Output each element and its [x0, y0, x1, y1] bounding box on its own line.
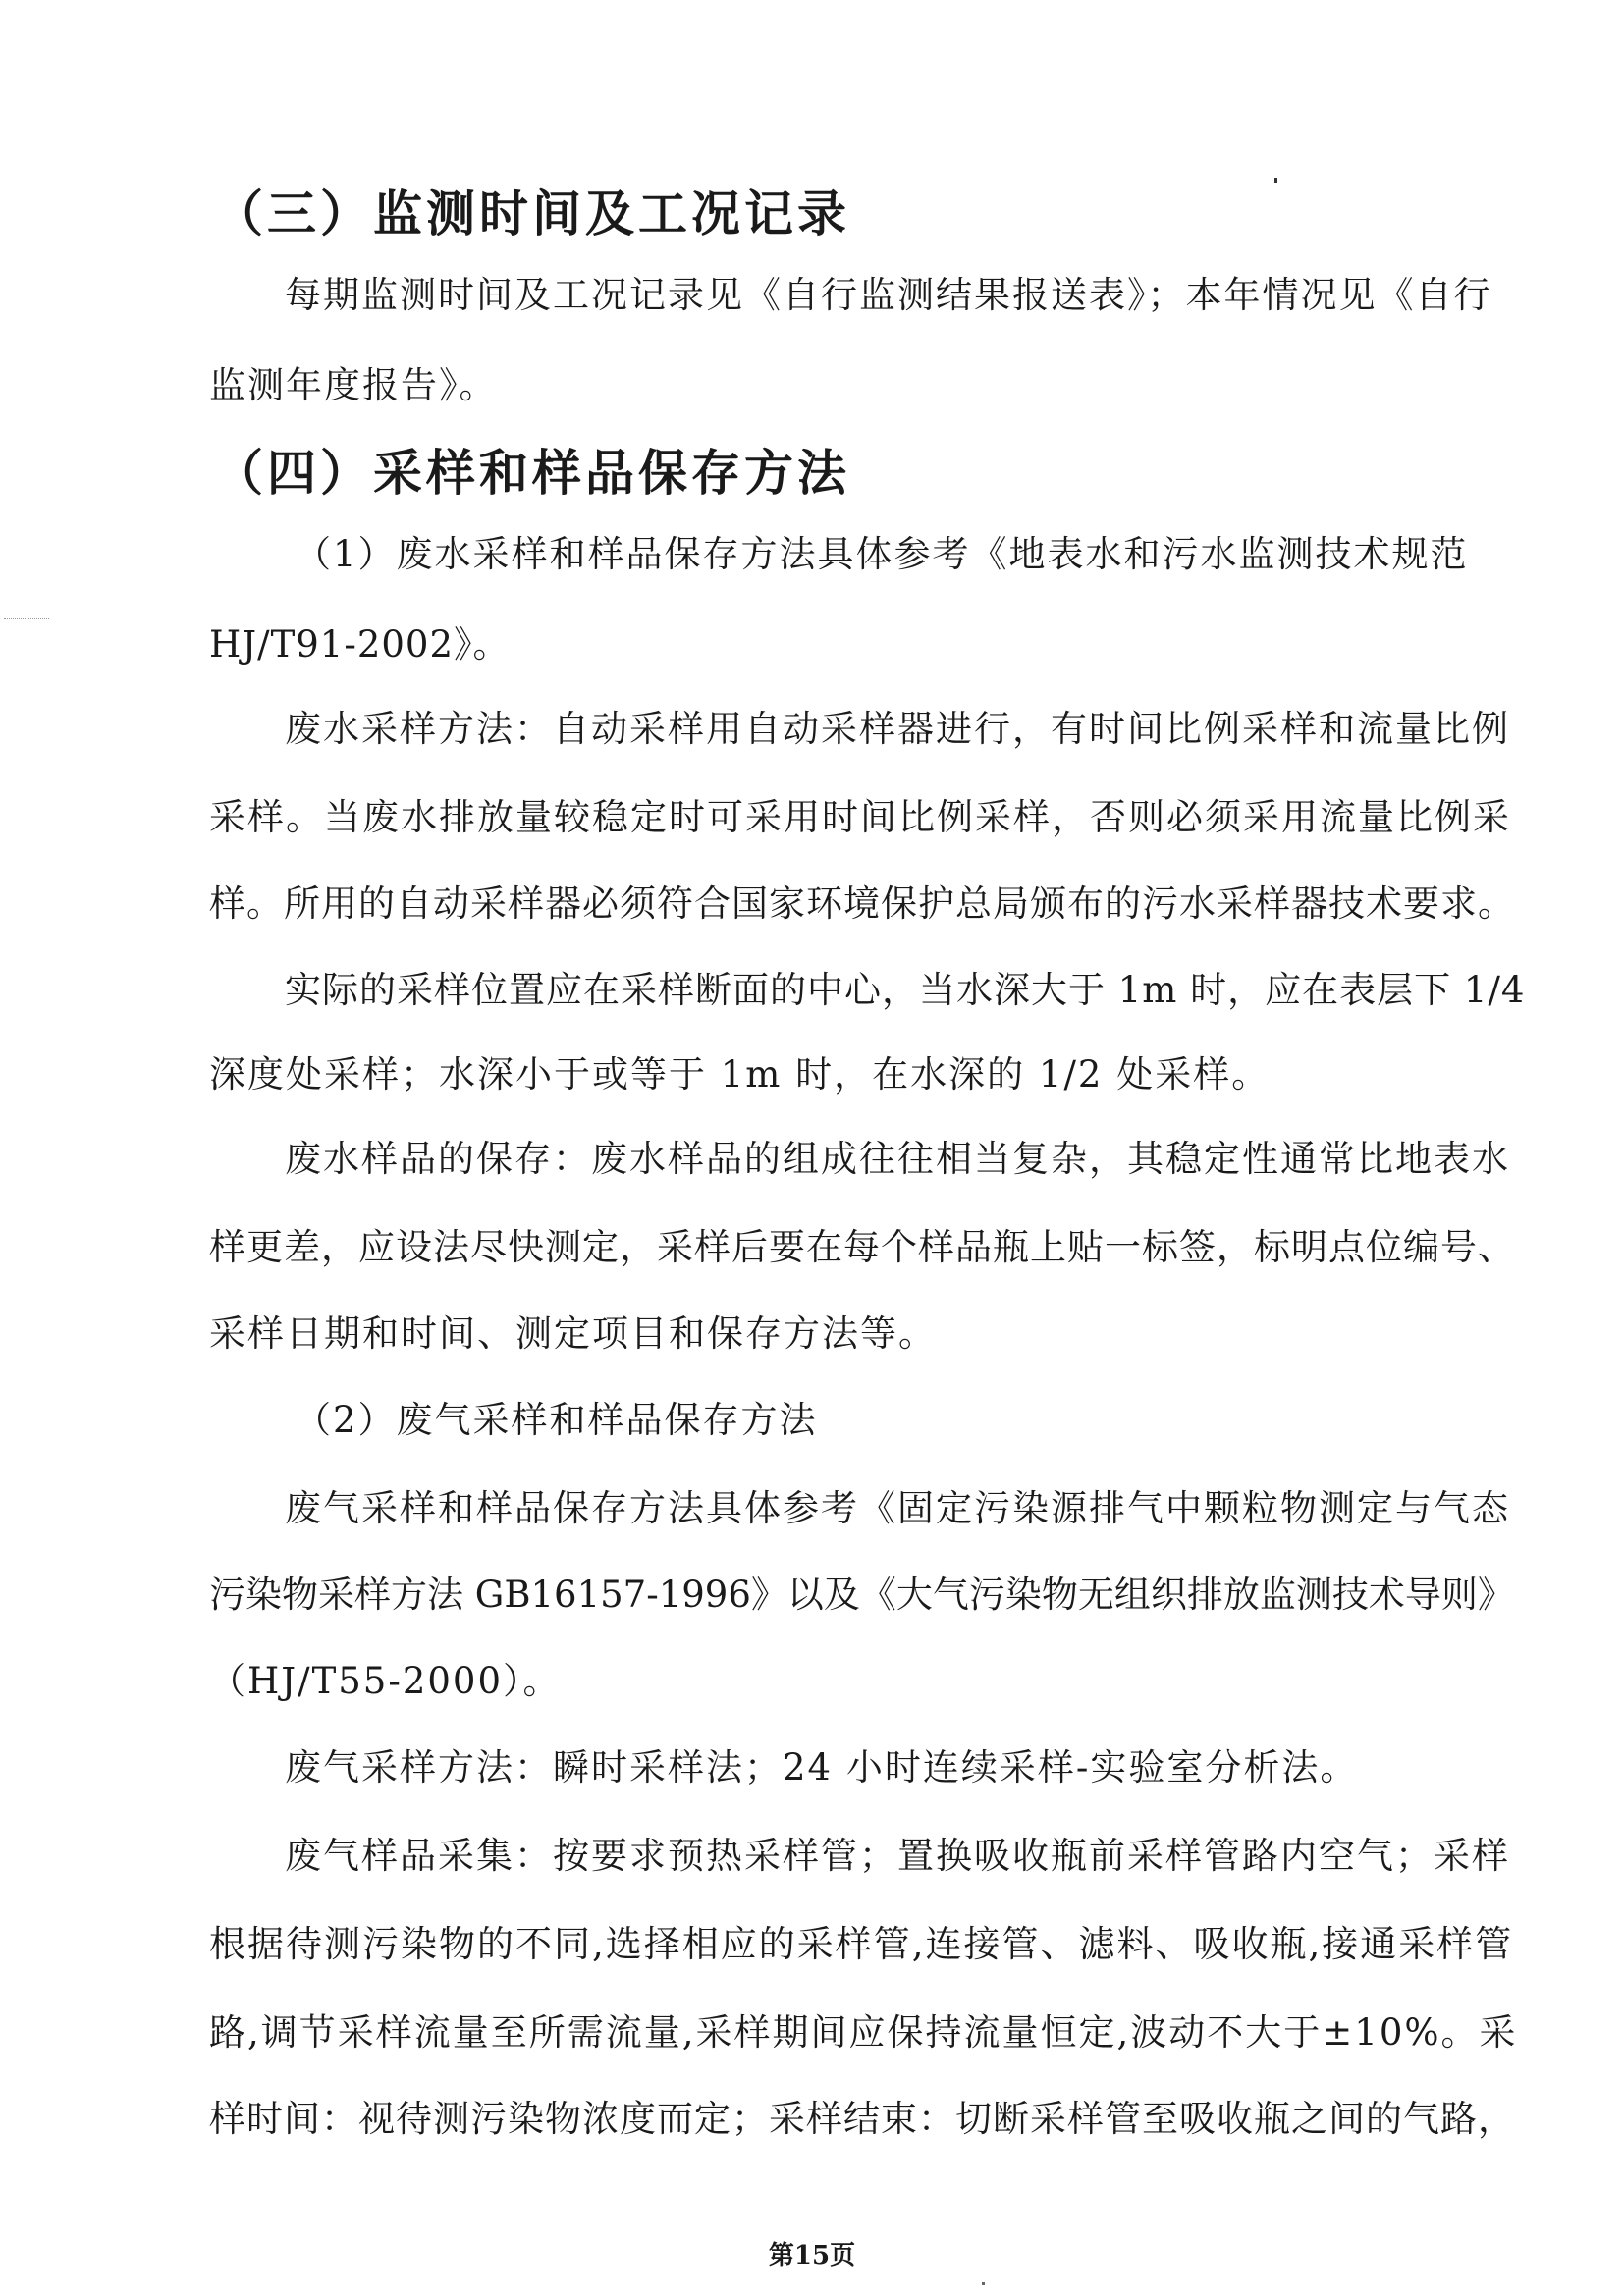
- scan-speck: [982, 2282, 985, 2285]
- section-heading-sampling-storage: （四）采样和样品保存方法: [214, 445, 850, 502]
- paragraph-line: 废气采样和样品保存方法具体参考《固定污染源排气中颗粒物测定与气态: [285, 1487, 1510, 1529]
- paragraph-line: 样更差，应设法尽快测定，采样后要在每个样品瓶上贴一标签，标明点位编号、: [209, 1226, 1515, 1268]
- paragraph-line: 实际的采样位置应在采样断面的中心，当水深大于 1m 时，应在表层下 1/4: [285, 969, 1526, 1011]
- paragraph-line: 每期监测时间及工况记录见《自行监测结果报送表》；本年情况见《自行: [285, 274, 1492, 316]
- subsection-heading-exhaust-gas: （2）废气采样和样品保存方法: [295, 1399, 818, 1441]
- paragraph-line: 采样。当废水排放量较稳定时可采用时间比例采样，否则必须采用流量比例采: [209, 796, 1511, 838]
- paragraph-line: HJ/T91-2002》。: [209, 623, 511, 666]
- paragraph-line: 废水采样方法：自动采样用自动采样器进行，有时间比例采样和流量比例: [285, 708, 1510, 750]
- subsection-heading-wastewater: （1）废水采样和样品保存方法具体参考《地表水和污水监测技术规范: [295, 533, 1469, 575]
- scan-speck: [1274, 178, 1277, 183]
- paragraph-line: 根据待测污染物的不同,选择相应的采样管,连接管、滤料、吸收瓶,接通采样管: [209, 1923, 1514, 1965]
- paragraph-line: 深度处采样；水深小于或等于 1m 时，在水深的 1/2 处采样。: [209, 1053, 1271, 1095]
- paragraph-line: 采样日期和时间、测定项目和保存方法等。: [209, 1312, 937, 1355]
- paragraph-line: 样。所用的自动采样器必须符合国家环境保护总局颁布的污水采样器技术要求。: [209, 882, 1515, 925]
- paragraph-line: 废气采样方法：瞬时采样法；24 小时连续采样-实验室分析法。: [285, 1746, 1359, 1789]
- paragraph-line: （HJ/T55-2000）。: [209, 1660, 562, 1702]
- paragraph-line: 废水样品的保存：废水样品的组成往往相当复杂，其稳定性通常比地表水: [285, 1138, 1510, 1180]
- page-number: 第15页: [768, 2241, 856, 2270]
- paragraph-line: 监测年度报告》。: [209, 364, 498, 406]
- paragraph-line: 路,调节采样流量至所需流量,采样期间应保持流量恒定,波动不大于±10%。采: [209, 2011, 1518, 2054]
- paragraph-line: 样时间：视待测污染物浓度而定；采样结束：切断采样管至吸收瓶之间的气路，: [209, 2098, 1515, 2140]
- scan-margin-mark: [4, 618, 49, 619]
- paragraph-line: 污染物采样方法 GB16157-1996》以及《大气污染物无组织排放监测技术导则》: [209, 1574, 1514, 1616]
- paragraph-line: 废气样品采集：按要求预热采样管；置换吸收瓶前采样管路内空气；采样: [285, 1835, 1510, 1877]
- section-heading-monitoring-time: （三）监测时间及工况记录: [214, 186, 850, 242]
